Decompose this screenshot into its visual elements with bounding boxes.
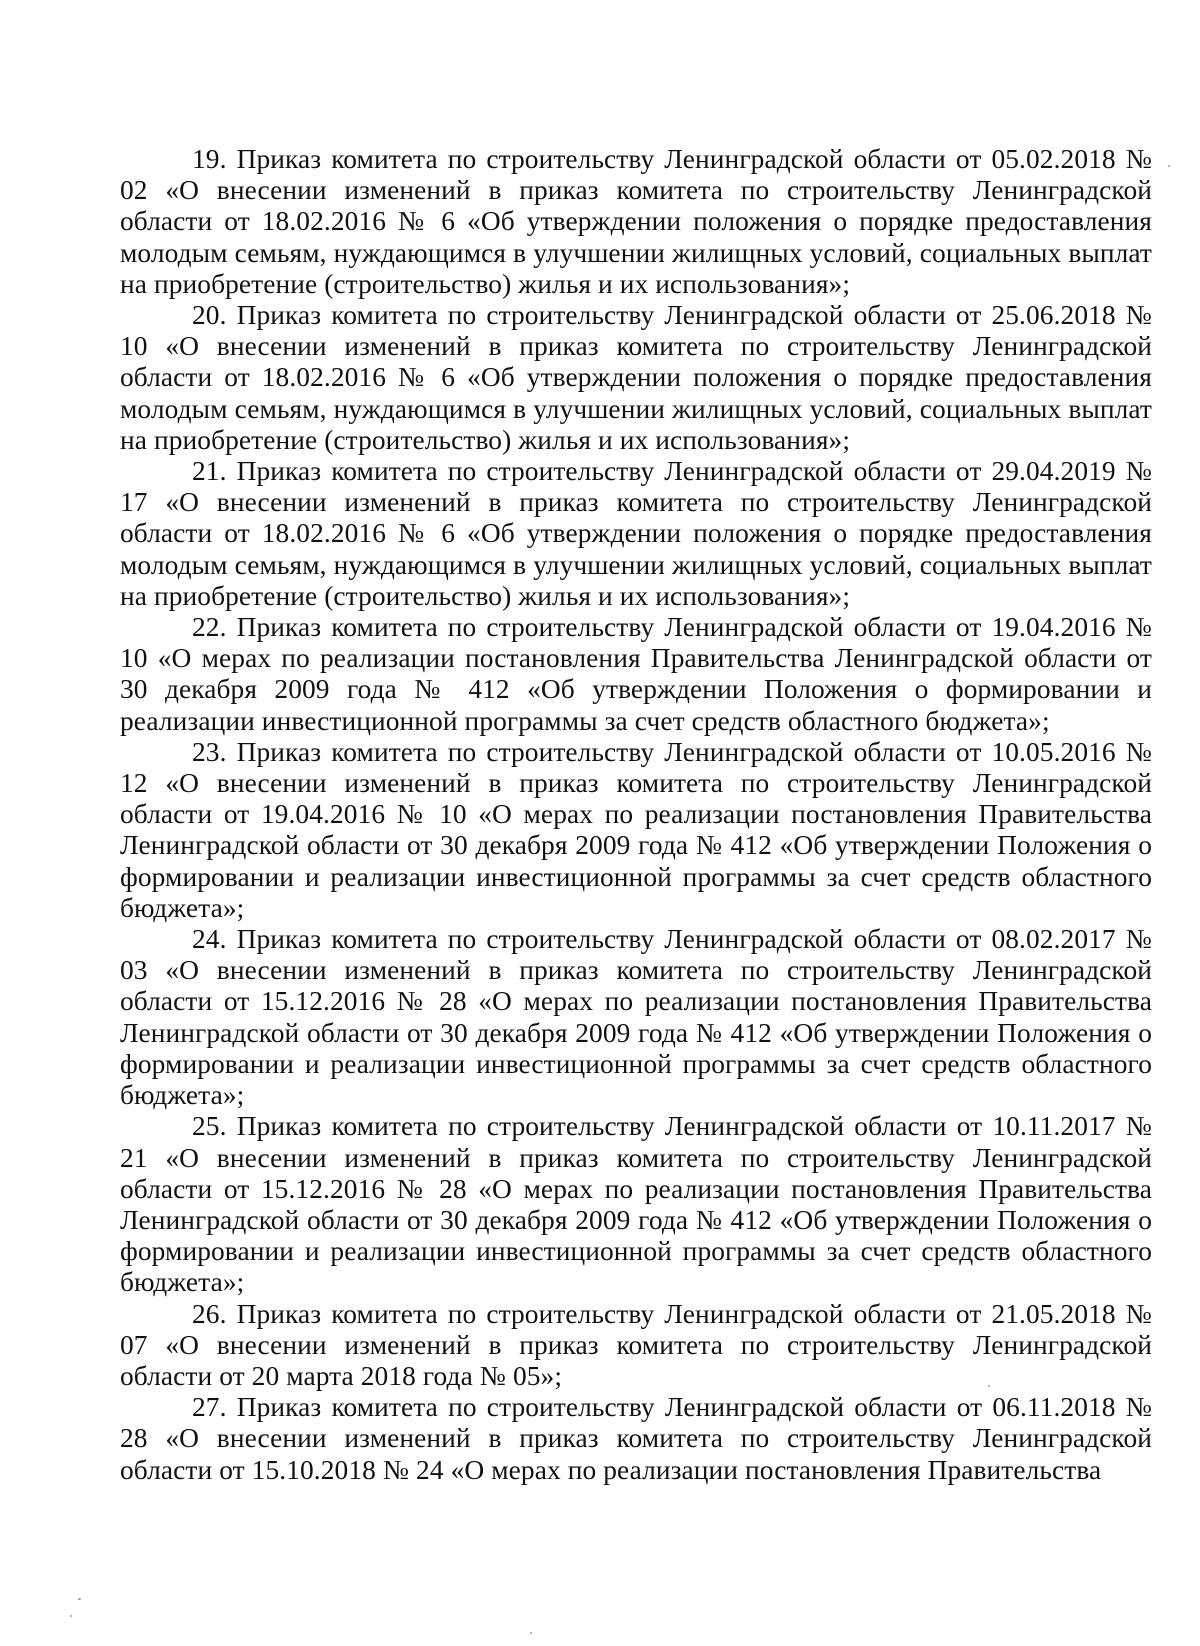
list-item: 21. Приказ комитета по строительству Ленинградской области от 29.04.2019 № 17 «О внесении изменений в приказ комитета по строительству Ленинградской области от 18.02.2016 № 6 «Об утверждении положения о порядке предоставления молодым семьям, нуждающимся в улучшении жилищных условий, социальных выплат на приобретение (строительство) жилья и их использования»; — [120, 456, 1152, 611]
list-item: 20. Приказ комитета по строительству Ленинградской области от 25.06.2018 № 10 «О внесении изменений в приказ комитета по строительству Ленинградской области от 18.02.2016 № 6 «Об утверждении положения о порядке предоставления молодым семьям, нуждающимся в улучшении жилищных условий, социальных выплат на приобретение (строительство) жилья и их использования»; — [120, 300, 1152, 455]
list-item: 22. Приказ комитета по строительству Ленинградской области от 19.04.2016 № 10 «О мерах по реализации постановления Правительства Ленинградской области от 30 декабря 2009 года № 412 «Об утверждении Положения о формировании и реализации инвестиционной программы за счет средств областного бюджета»; — [120, 612, 1152, 736]
list-item: 26. Приказ комитета по строительству Ленинградской области от 21.05.2018 № 07 «О внесении изменений в приказ комитета по строительству Ленинградской области от 20 марта 2018 года № 05»; — [120, 1298, 1152, 1391]
scan-speck — [1168, 165, 1170, 167]
document-body — [120, 144, 1152, 1486]
scan-speck — [70, 1615, 72, 1617]
list-item: 24. Приказ комитета по строительству Ленинградской области от 08.02.2017 № 03 «О внесении изменений в приказ комитета по строительству Ленинградской области от 15.12.2016 № 28 «О мерах по реализации постановления Правительства Ленинградской области от 30 декабря 2009 года № 412 «Об утверждении Положения о формировании и реализации инвестиционной программы за счет средств областного бюджета»; — [120, 924, 1152, 1111]
list-item: 27. Приказ комитета по строительству Ленинградской области от 06.11.2018 № 28 «О внесении изменений в приказ комитета по строительству Ленинградской области от 15.10.2018 № 24 «О мерах по реализации постановления Правительства — [120, 1392, 1152, 1485]
list-item: 19. Приказ комитета по строительству Ленинградской области от 05.02.2018 № 02 «О внесении изменений в приказ комитета по строительству Ленинградской области от 18.02.2016 № 6 «Об утверждении положения о порядке предоставления молодым семьям, нуждающимся в улучшении жилищных условий, социальных выплат на приобретение (строительство) жилья и их использования»; — [120, 144, 1152, 299]
list-item: 23. Приказ комитета по строительству Ленинградской области от 10.05.2016 № 12 «О внесении изменений в приказ комитета по строительству Ленинградской области от 19.04.2016 № 10 «О мерах по реализации постановления Правительства Ленинградской области от 30 декабря 2009 года № 412 «Об утверждении Положения о формировании и реализации инвестиционной программы за счет средств областного бюджета»; — [120, 736, 1152, 923]
scan-speck — [78, 1598, 81, 1600]
scan-speck — [988, 1385, 990, 1387]
scan-speck — [530, 1632, 532, 1634]
list-item: 25. Приказ комитета по строительству Ленинградской области от 10.11.2017 № 21 «О внесении изменений в приказ комитета по строительству Ленинградской области от 15.12.2016 № 28 «О мерах по реализации постановления Правительства Ленинградской области от 30 декабря 2009 года № 412 «Об утверждении Положения о формировании и реализации инвестиционной программы за счет средств областного бюджета»; — [120, 1111, 1152, 1298]
